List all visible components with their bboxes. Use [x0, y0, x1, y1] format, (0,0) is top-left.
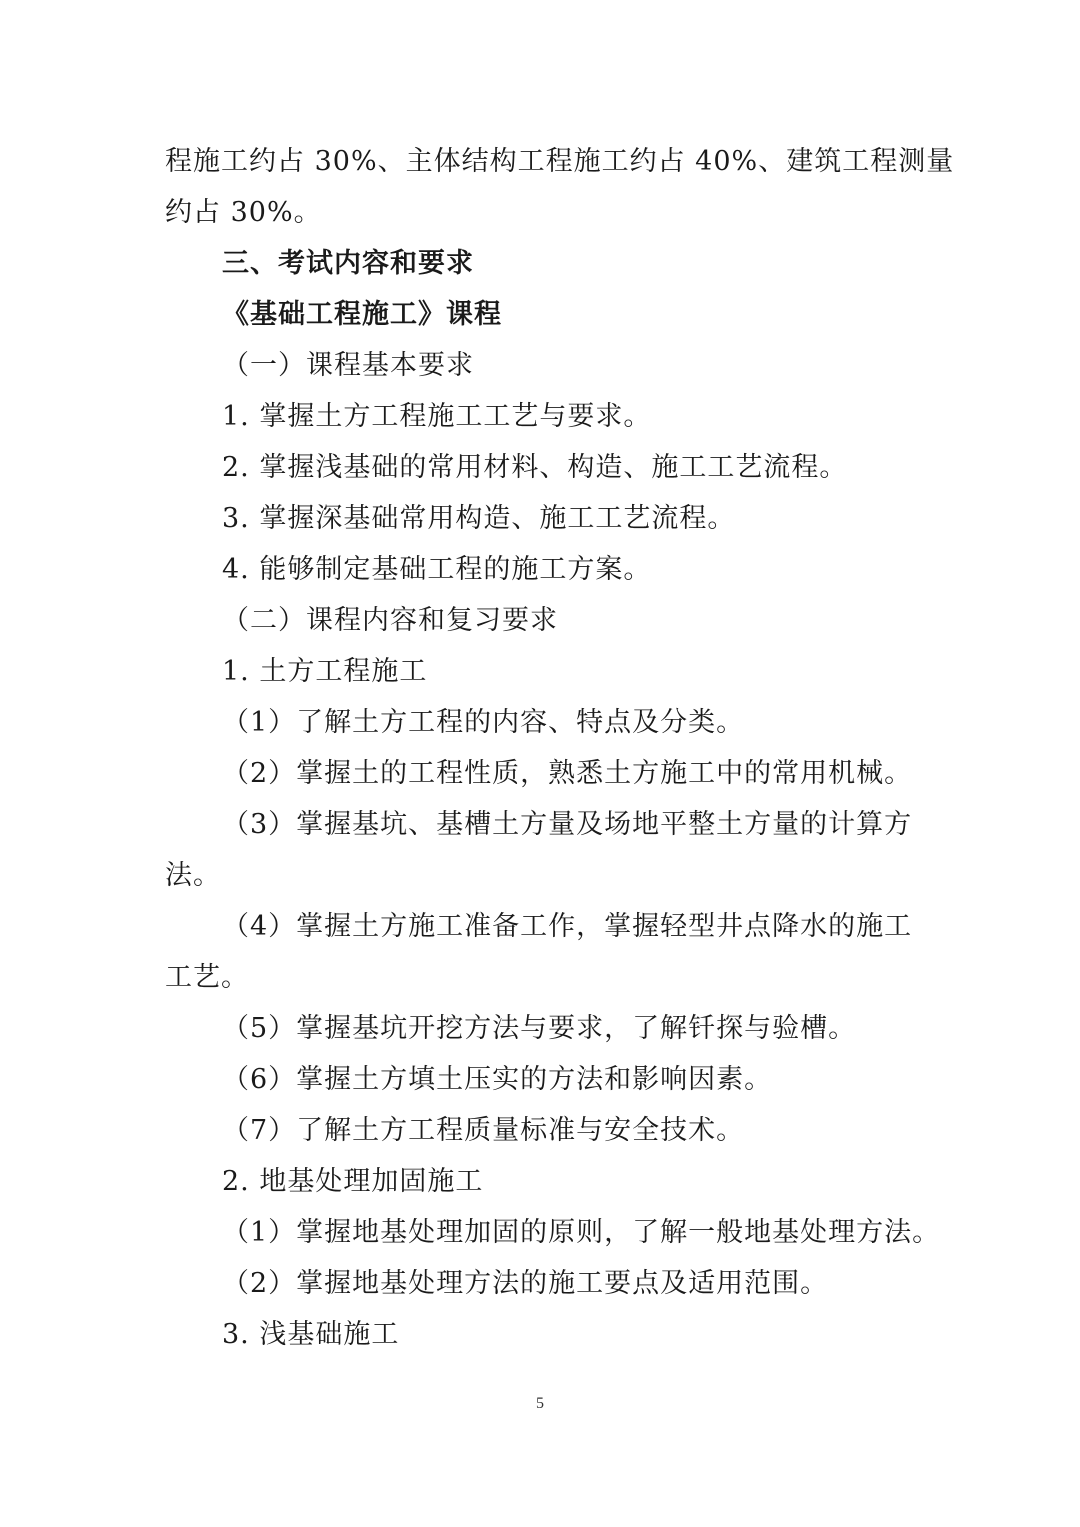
list-item: （1）掌握地基处理加固的原则，了解一般地基处理方法。	[222, 1217, 941, 1248]
list-item: （5）掌握基坑开挖方法与要求，了解钎探与验槽。	[222, 1013, 857, 1044]
topic-heading: 2. 地基处理加固施工	[222, 1166, 484, 1197]
list-item: （2）掌握土的工程性质，熟悉土方施工中的常用机械。	[222, 758, 913, 789]
list-item: （4）掌握土方施工准备工作，掌握轻型井点降水的施工	[222, 911, 913, 942]
paragraph-line: 程施工约占 30%、主体结构工程施工约占 40%、建筑工程测量	[165, 146, 955, 177]
course-title: 《基础工程施工》课程	[222, 299, 502, 330]
list-item-continuation: 法。	[165, 860, 221, 891]
list-item: （2）掌握地基处理方法的施工要点及适用范围。	[222, 1268, 829, 1299]
list-item-continuation: 工艺。	[165, 962, 249, 993]
section-heading: 三、考试内容和要求	[222, 248, 474, 279]
list-item: （6）掌握土方填土压实的方法和影响因素。	[222, 1064, 773, 1095]
list-item: 2. 掌握浅基础的常用材料、构造、施工工艺流程。	[222, 452, 848, 483]
list-item: 3. 掌握深基础常用构造、施工工艺流程。	[222, 503, 736, 534]
subsection-heading: （二）课程内容和复习要求	[222, 605, 558, 636]
topic-heading: 3. 浅基础施工	[222, 1319, 400, 1350]
topic-heading: 1. 土方工程施工	[222, 656, 428, 687]
list-item: （7）了解土方工程质量标准与安全技术。	[222, 1115, 745, 1146]
subsection-heading: （一）课程基本要求	[222, 350, 474, 381]
paragraph-line: 约占 30%。	[165, 197, 322, 228]
list-item: 4. 能够制定基础工程的施工方案。	[222, 554, 652, 585]
list-item: 1. 掌握土方工程施工工艺与要求。	[222, 401, 652, 432]
list-item: （3）掌握基坑、基槽土方量及场地平整土方量的计算方	[222, 809, 913, 840]
list-item: （1）了解土方工程的内容、特点及分类。	[222, 707, 745, 738]
page-number: 5	[536, 1395, 544, 1412]
